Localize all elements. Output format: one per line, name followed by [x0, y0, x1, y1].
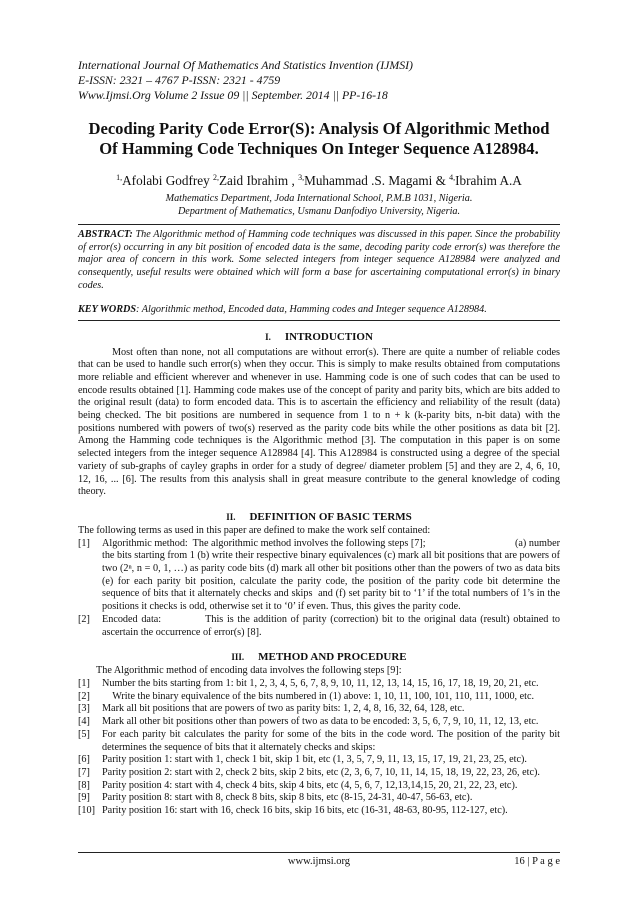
footer-divider [78, 852, 560, 853]
journal-header [78, 0, 560, 103]
author-4: Ibrahim A.A [455, 173, 522, 188]
method-lead: The Algorithmic method of encoding data involves the following steps [9]: [96, 665, 402, 677]
list-item [78, 767, 560, 780]
footer-site-link[interactable]: www.ijmsi.org [287, 856, 351, 867]
item-text: Parity position 8: start with 8, check 8 bits, skip 8 bits, etc (8-15, 24-31, 40-47, 56-63, etc). [102, 792, 473, 804]
affiliation-1: Mathematics Department, Joda International School, P.M.B 1031, Nigeria. [165, 193, 473, 204]
list-item [78, 678, 560, 691]
author-list [78, 170, 560, 189]
item-number: [6] [78, 754, 90, 766]
item-number: [5] [78, 728, 90, 740]
section-heading-method [78, 650, 560, 664]
section-heading-definitions [78, 510, 560, 524]
list-item [78, 805, 560, 818]
section-number: III. [231, 652, 245, 663]
section-title: DEFINITION OF BASIC TERMS [249, 510, 412, 523]
divider [78, 320, 560, 321]
definitions-lead: The following terms as used in this paper are defined to make the work self contained: [78, 524, 431, 536]
keywords-text: : Algorithmic method, Encoded data, Hamming codes and Integer sequence A128984. [136, 303, 487, 315]
paper-title: Decoding Parity Code Error(S): Analysis Of Algorithmic Method Of Hamming Code Techniques On Integer Sequence A128984. [88, 119, 550, 158]
abstract-text: The Algorithmic method of Hamming code techniques was discussed in this paper. Since the probability of error(s) occurring in any bit position of encoded data is the same, decoding parity code error(s) was therefore the major area of concern in this work. Some selected integers from integer sequence A128984 were analyzed and consequently, useful results were obtained which will form a base for ascertaining computational error(s) in binary codes. [78, 229, 561, 291]
affiliation-2: Department of Mathematics, Usmanu Danfodiyo University, Nigeria. [177, 206, 461, 217]
author-2-sup: 2, [212, 173, 219, 182]
item-text: For each parity bit calculates the parity for some of the bits in the code word. The position of the parity bit determines the sequence of bits that it alternately checks and skips: [102, 728, 560, 753]
journal-issn: E-ISSN: 2321 – 4767 P-ISSN: 2321 - 4759 [78, 73, 281, 87]
item-text: Mark all other bit positions other than powers of two as data to be encoded: 3, 5, 6, 7, 9, 10, 11, 12, 13, etc. [102, 716, 539, 728]
list-item [78, 780, 560, 793]
list-item [78, 729, 560, 754]
list-item [78, 716, 560, 729]
item-number: [1] [78, 537, 90, 549]
section-number: I. [265, 331, 271, 342]
list-item [78, 792, 560, 805]
item-text: Parity position 2: start with 2, check 2 bits, skip 2 bits, etc (2, 3, 6, 7, 10, 11, 14, 15, 18, 19, 22, 23, 26, etc). [102, 766, 540, 778]
author-1: Afolabi Godfrey [122, 173, 210, 188]
abstract-label: ABSTRACT: [78, 229, 133, 240]
list-item [78, 613, 563, 639]
item-text: Parity position 16: start with 16, check 16 bits, skip 16 bits, etc (16-31, 48-63, 80-95, 112-127, etc). [102, 805, 508, 817]
section-title: METHOD AND PROCEDURE [258, 651, 407, 664]
item-text: Encoded data: This is the addition of parity (correction) bit to the original data (result) obtained to ascertain the occurrence of error(s) [8]. [102, 613, 563, 638]
journal-name: International Journal Of Mathematics And Statistics Invention (IJMSI) [78, 58, 413, 72]
author-4-sup: 4, [449, 173, 456, 182]
list-item [78, 537, 563, 614]
introduction-paragraph: Most often than none, not all computations are without error(s). There are quite a number of reliable codes that can be used to handle such error(s) when they occur. This is simply to make results obtained from computations more reliable and efficient wherever and whenever in use. Hamming code is one of such codes that can be used to encode results obtained [1]. Hamming code makes use of the concept of parity and parity bits, which are bits added to the original result (data) to form encoded data. This is to ascertain the efficiency and reliability of the result (data) being checked. The bit positions are numbered in sequence from 1 to n + k (k-parity bits, n-bit data) with the positions numbered with powers of two(s) reserved as the parity code bits while the other positions as data bit [2]. Among the Hamming code techniques is the Algorithmic method [3]. The computation in this paper is on some selected integers from the integer sequence A128984 [4]. This A128984 is constructed using a degree of the special variety of sub-graphs of cayley graphs in order for a study of degree/ diameter problem [5] and they are 2, 4, 6, 10, 12, 16, ... [6]. The results from this analysis shall in great measure contribute to the general knowledge of coding theory. [78, 346, 560, 498]
abstract [78, 229, 560, 293]
item-number: [2] [78, 613, 90, 625]
item-number: [9] [78, 792, 90, 804]
list-item [78, 691, 560, 704]
item-number: [1] [78, 677, 90, 689]
author-3-sup: 3, [298, 173, 305, 182]
author-1-sup: 1, [116, 173, 123, 182]
keywords-label: KEY WORDS [78, 303, 137, 315]
item-number: [8] [78, 779, 90, 791]
item-text: Algorithmic method: The algorithmic method involves the following steps [7]; (a) number the bits starting from 1 (b) write their respective binary equivalences (c) mark all bit positions that are powers of two (2ⁿ, n = 0, 1, …) as parity code bits (d) mark all other bit positions other than the powers of two as data bits (e) for each parity bit position, calculate the parity code, the position of the parity code bit determine the sequence of bits that it alternately checks and skips and (f) set parity bit to ‘1’ if the total numbers of 1’s in the positions it checks is odd, otherwise set it to ‘0’ if even. Thus, this gives the parity code. [102, 537, 563, 613]
page-number: 16 | P a g e [514, 856, 560, 867]
author-2: Zaid Ibrahim , [218, 173, 295, 188]
author-3: Muhammad .S. Magami & [304, 173, 446, 188]
definitions-list [78, 537, 563, 640]
method-list [78, 678, 560, 818]
list-item [78, 703, 560, 716]
divider [78, 224, 560, 225]
item-text: Parity position 1: start with 1, check 1 bit, skip 1 bit, etc (1, 3, 5, 7, 9, 11, 13, 15, 17, 19, 21, 23, 25, etc). [102, 754, 527, 766]
section-number: II. [226, 511, 236, 522]
keywords [78, 303, 560, 316]
item-number: [7] [78, 766, 90, 778]
item-number: [3] [78, 703, 90, 715]
item-text: Write the binary equivalence of the bits numbered in (1) above: 1, 10, 11, 100, 101, 110, 111, 1000, etc. [102, 690, 535, 702]
journal-volume: Www.Ijmsi.Org Volume 2 Issue 09 || September. 2014 || PP-16-18 [78, 88, 388, 102]
item-number: [2] [78, 690, 90, 702]
list-item [78, 754, 560, 767]
item-text: Parity position 4: start with 4, check 4 bits, skip 4 bits, etc (4, 5, 6, 7, 12,13,14,15, 20, 21, 22, 23, etc). [102, 779, 518, 791]
section-heading-introduction [78, 330, 560, 344]
item-number: [4] [78, 716, 90, 728]
section-title: INTRODUCTION [284, 330, 373, 343]
item-number: [10] [78, 805, 95, 817]
item-text: Mark all bit positions that are powers of two as parity bits: 1, 2, 4, 8, 16, 32, 64, 128, etc. [102, 703, 465, 715]
item-text: Number the bits starting from 1: bit 1, 2, 3, 4, 5, 6, 7, 8, 9, 10, 11, 12, 13, 14, 15, 16, 17, 18, 19, 20, 21, etc. [102, 677, 539, 689]
